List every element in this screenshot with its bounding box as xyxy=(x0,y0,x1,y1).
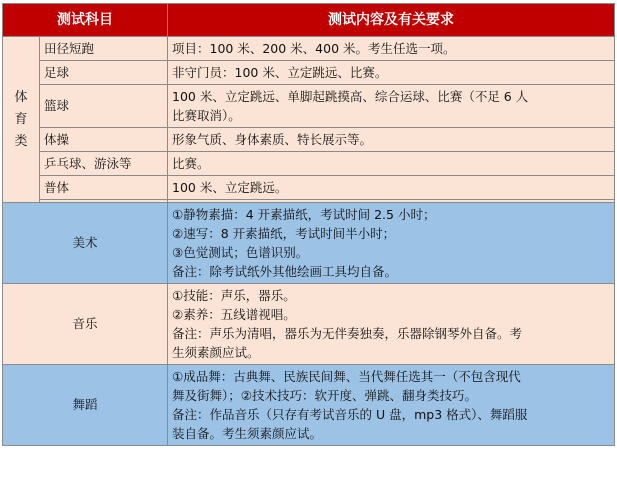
table-row xyxy=(3,365,615,446)
subject-name: 田径短跑 xyxy=(40,37,168,61)
subject-content xyxy=(168,176,615,200)
sports-category-cell xyxy=(3,37,40,203)
subject-content xyxy=(168,85,615,128)
table-row xyxy=(3,37,615,61)
header-content: 测试内容及有关要求 xyxy=(168,4,615,37)
subject-name: 普体 xyxy=(40,176,168,200)
subject-content xyxy=(168,128,615,152)
subject-content xyxy=(168,203,615,284)
subject-name: 体操 xyxy=(40,128,168,152)
content-line: 备注：作品音乐（只存有考试音乐的 U 盘，mp3 格式）、舞蹈服 xyxy=(172,407,528,422)
subject-name: 篮球 xyxy=(40,85,168,128)
subject-name-music: 音乐 xyxy=(3,284,168,365)
table-row xyxy=(3,284,615,365)
subject-content xyxy=(168,284,615,365)
subject-name-art: 美术 xyxy=(3,203,168,284)
content-line: 100 米、立定跳远、单脚起跳摸高、综合运球、比赛（不足 6 人 xyxy=(172,89,529,104)
subject-name: 足球 xyxy=(40,61,168,85)
content-line: ②素养：五线谱视唱。 xyxy=(172,307,296,322)
content-line: ①技能：声乐，器乐。 xyxy=(172,288,296,303)
content-line: 比赛取消）。 xyxy=(172,108,241,123)
exam-requirements-table xyxy=(2,3,615,446)
content-line: ③色觉测试；色谱识别。 xyxy=(172,245,309,260)
table-row xyxy=(3,128,615,152)
sports-category-char: 体 xyxy=(14,89,28,105)
subject-content xyxy=(168,37,615,61)
table-header-row xyxy=(3,4,615,37)
subject-name: 乒乓球、游泳等 xyxy=(40,152,168,176)
table-row xyxy=(3,61,615,85)
table-row xyxy=(3,203,615,284)
content-line: ①静物素描：4 开素描纸，考试时间 2.5 小时； xyxy=(172,207,436,222)
subject-name-dance: 舞蹈 xyxy=(3,365,168,446)
table-row xyxy=(3,85,615,128)
table-row xyxy=(3,176,615,200)
content-line: 形象气质、身体素质、特长展示等。 xyxy=(172,132,373,147)
content-line: 生须素颜应试。 xyxy=(172,345,260,360)
table-row xyxy=(3,152,615,176)
content-line: 舞及街舞）；②技术技巧：软开度、弹跳、翻身类技巧。 xyxy=(172,388,477,403)
content-line: 装自备。考生须素颜应试。 xyxy=(172,426,323,441)
content-line: 备注：除考试纸外其他绘画工具均自备。 xyxy=(172,264,398,279)
content-line: 非守门员：100 米、立定跳远、比赛。 xyxy=(172,65,388,80)
content-line: 备注：声乐为清唱，器乐为无伴奏独奏，乐器除钢琴外自备。考 xyxy=(172,326,523,341)
content-line: 比赛。 xyxy=(172,156,210,171)
subject-content xyxy=(168,61,615,85)
sports-category-char: 类 xyxy=(14,133,28,149)
sports-category-char: 育 xyxy=(14,111,28,127)
content-line: 100 米、立定跳远。 xyxy=(172,180,288,195)
content-line: 项目：100 米、200 米、400 米。考生任选一项。 xyxy=(172,41,456,56)
content-line: ①成品舞：古典舞、民族民间舞、当代舞任选其一（不包含现代 xyxy=(172,369,521,384)
subject-content xyxy=(168,152,615,176)
content-line: ②速写：8 开素描纸，考试时间半小时； xyxy=(172,226,396,241)
subject-content xyxy=(168,365,615,446)
header-subject: 测试科目 xyxy=(3,4,168,37)
